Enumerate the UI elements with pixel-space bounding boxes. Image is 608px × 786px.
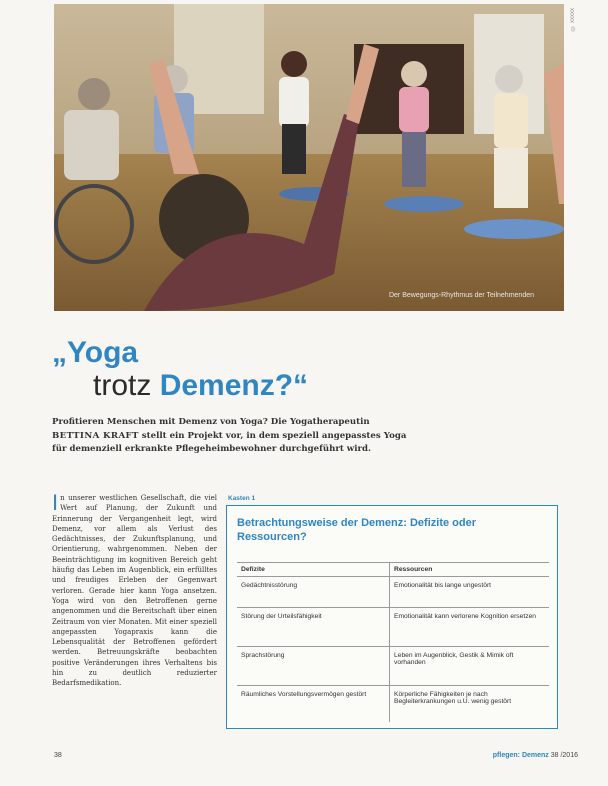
table-row xyxy=(237,686,549,722)
table-cell: Emotionalität bis lange ungestört xyxy=(394,582,492,589)
table-cell: Leben im Augenblick, Gestik & Mimik oft vorhanden xyxy=(394,652,514,666)
yoga-photo-illustration xyxy=(54,4,564,311)
yoga-class-photo xyxy=(54,4,564,311)
table-row xyxy=(237,608,549,647)
title-prefix: trotz xyxy=(93,369,160,402)
table-cell: Körperliche Fähigkeiten je nach Begleiterkrankungen u.U. wenig gestört xyxy=(394,691,512,705)
lead-line3: für demenziell erkrankte Pflegeheimbewohner durchgeführt wird. xyxy=(52,444,371,454)
article-title-line1: „Yoga xyxy=(52,336,139,369)
box-title: Betrachtungsweise der Demenz: Defizite oder Ressourcen? xyxy=(237,517,477,543)
header-resources: Ressourcen xyxy=(394,566,433,573)
title-bold: Demenz?“ xyxy=(159,369,309,402)
issue-number: 38 /2016 xyxy=(548,752,578,759)
header-deficits: Defizite xyxy=(237,563,390,576)
table-cell: Sprachstörung xyxy=(237,647,390,685)
table-header-row xyxy=(237,562,549,577)
body-text-column xyxy=(52,490,217,689)
article-lead xyxy=(52,416,452,457)
lead-line2-rest: stellt ein Projekt vor, in dem speziell angepasstes Yoga xyxy=(138,430,407,441)
box-label: Kasten 1 xyxy=(228,495,256,502)
info-box xyxy=(226,505,558,729)
photo-caption: Der Bewegungs-Rhythmus der Teilnehmenden xyxy=(388,292,534,299)
table-cell: Emotionalität kann verlorene Kognition ersetzen xyxy=(394,613,537,620)
deficits-resources-table xyxy=(237,562,549,722)
author-name: BETTINA KRAFT xyxy=(52,430,139,441)
magazine-brand: pflegen: Demenz xyxy=(492,752,549,759)
lead-line2 xyxy=(52,430,452,444)
body-text: n unserer westlichen Gesellschaft, die viel Wert auf Planung, der Zukunft und Erinnerung der Vergangenheit legt, wird Demenz, vor allem als Verlust des Gedächtnisses, der Zukunftsplanung, und Orientierung, wahrgenommen. Neben der Beeinträchtigung im kognitiven Bereich geht häufig das Leben im Augenblick, ein erfülltes und freudiges Erleben der Gegenwart verloren. Gerade hier kann Yoga ansetzen. Yoga wird von den Betroffenen gerne angenommen und die Bereitschaft über einen Zeitraum von vier Monaten. Mit einer speziell angepassten Yogapraxis kann die Lebensqualität der Betroffenen gefördert werden. Betreuungskräfte beobachten positive Veränderungen ihres Verhaltens bis hin zu deutlich reduzierter Bedarfsmedikation. xyxy=(52,494,217,688)
article-title-line2 xyxy=(93,369,308,403)
table-row xyxy=(237,577,549,608)
table-cell: Gedächtnisstörung xyxy=(237,577,390,607)
lead-line1: Profitieren Menschen mit Demenz von Yoga? Die Yogatherapeutin xyxy=(52,417,370,427)
table-cell: Räumliches Vorstellungsvermögen gestört xyxy=(237,686,390,722)
table-cell: Störung der Urteilsfähigkeit xyxy=(237,608,390,646)
page-number: 38 xyxy=(54,752,62,759)
drop-cap: I xyxy=(52,490,59,515)
footer-issue xyxy=(493,752,578,759)
photo-credit: © xxxxx xyxy=(570,8,576,31)
table-row xyxy=(237,647,549,686)
